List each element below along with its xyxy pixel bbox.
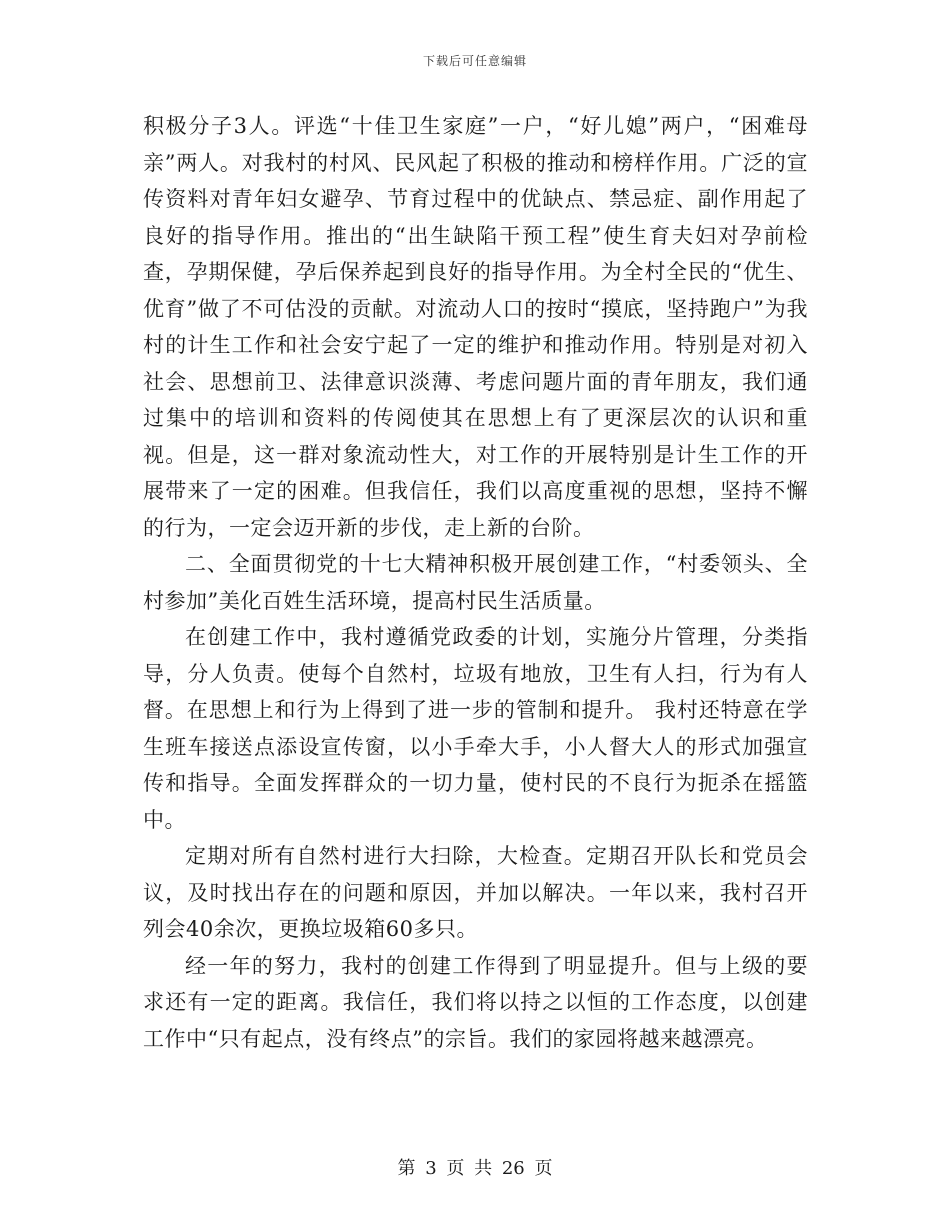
page-header-note: 下载后可任意编辑 (422, 54, 527, 68)
page-number-footer: 第 3 页 共 26 页 (397, 1158, 553, 1179)
paragraph-2-heading: 二、全面贯彻党的十七大精神积极开展创建工作，“村委领头、全村参加”美化百姓生活环境，提高村民生活质量。 (143, 552, 808, 613)
paragraph-1: 积极分子3人。评选“十佳卫生家庭”一户，“好儿媳”两户，“困难母亲”两人。对我村的村风、民风起了积极的推动和榜样作用。广泛的宣传资料对青年妇女避孕、节育过程中的优缺点、禁忌症、副作用起了良好的指导作用。推出的“出生缺陷干预工程”使生育夫妇对孕前检查，孕期保健，孕后保养起到良好的指导作用。为全村全民的“优生、优育”做了不可估没的贡献。对流动人口的按时“摸底，坚持跑户”为我村的计生工作和社会安宁起了一定的维护和推动作用。特别是对初入社会、思想前卫、法律意识淡薄、考虑问题片面的青年朋友，我们通过集中的培训和资料的传阅使其在思想上有了更深层次的认识和重视。但是，这一群对象流动性大，对工作的开展特别是计生工作的开展带来了一定的困难。但我信任，我们以高度重视的思想，坚持不懈的行为，一定会迈开新的步伐，走上新的台阶。 (143, 114, 808, 540)
paragraph-5: 经一年的努力，我村的创建工作得到了明显提升。但与上级的要求还有一定的距离。我信任，我们将以持之以恒的工作态度，以创建工作中“只有起点，没有终点”的宗旨。我们的家园将越来越漂亮。 (143, 953, 808, 1051)
document-body (143, 108, 808, 1057)
paragraph-4: 定期对所有自然村进行大扫除，大检查。定期召开队长和党员会议，及时找出存在的问题和原因，并加以解决。一年以来，我村召开列会40余次，更换垃圾箱60多只。 (143, 844, 808, 941)
paragraph-3: 在创建工作中，我村遵循党政委的计划，实施分片管理，分类指导，分人负责。使每个自然村，垃圾有地放，卫生有人扫，行为有人督。在思想上和行为上得到了进一步的管制和提升。 我村还特意在学生班车接送点添设宣传窗，以小手牵大手，小人督大人的形式加强宣传和指导。全面发挥群众的一切力量，使村民的不良行为扼杀在摇篮中。 (143, 625, 808, 832)
